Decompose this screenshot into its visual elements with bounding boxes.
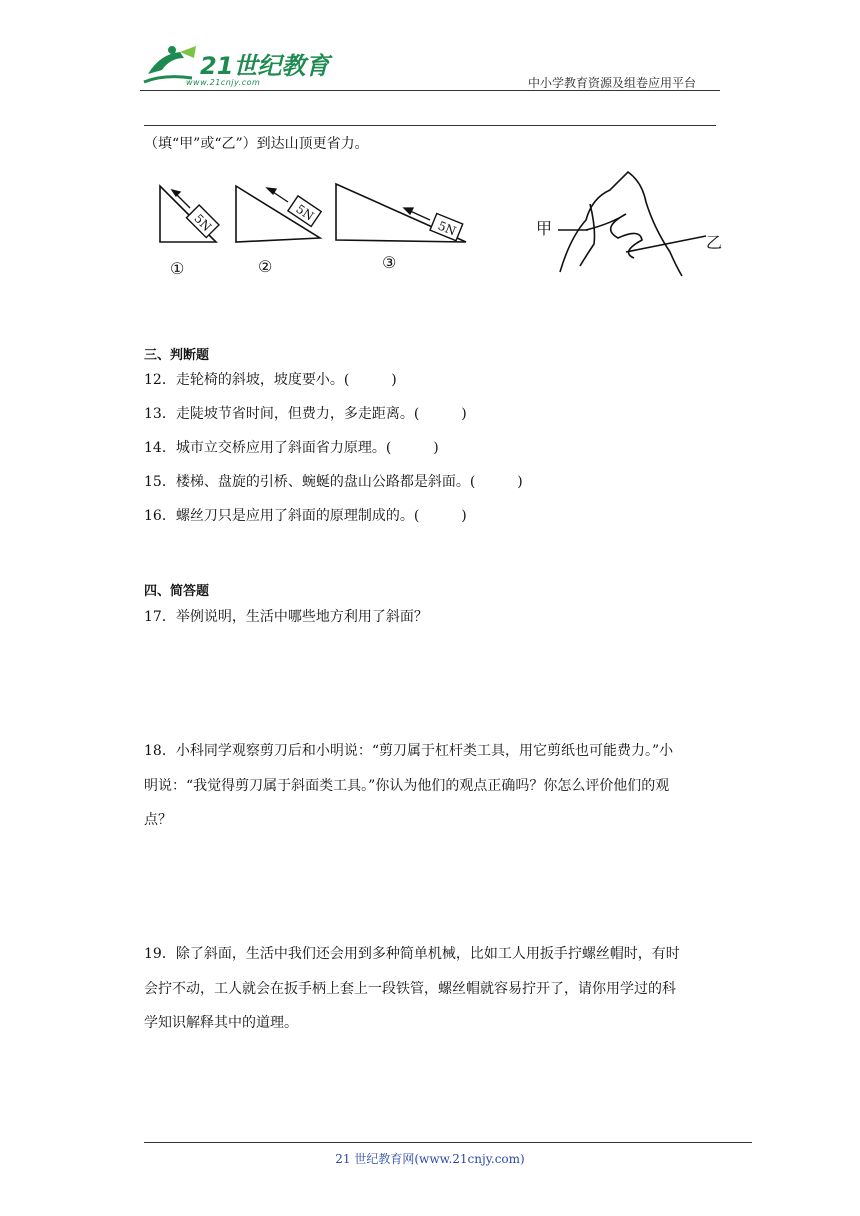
logo-text: 21世纪教育 (200, 52, 330, 80)
section4-title: 四、简答题 (144, 584, 210, 599)
path-yi (626, 236, 706, 252)
judge-item-12: 12．走轮椅的斜坡，坡度要小。( ) (144, 372, 397, 388)
force-label-3: 5N (435, 218, 459, 239)
question-19-line-1: 19．除了斜面，生活中我们还会用到多种简单机械，比如工人用扳手拧螺丝帽时，有时 (144, 946, 680, 962)
logo-url: www.21cnjy.com (186, 78, 261, 87)
platform-label: 中小学教育资源及组卷应用平台 (528, 76, 697, 90)
label-yi: 乙 (706, 233, 723, 252)
mountain-paths-figure (530, 168, 730, 280)
judge-item-16: 16．螺丝刀只是应用了斜面的原理制成的。( ) (144, 508, 467, 524)
mountain-left-ridge (580, 204, 595, 266)
caption-3: ③ (382, 253, 397, 272)
mountain-outline (560, 172, 682, 276)
footer-link[interactable]: 21 世纪教育网(www.21cnjy.com) (335, 1152, 525, 1166)
force-label-1: 5N (191, 211, 215, 235)
section3-title: 三、判断题 (144, 348, 210, 363)
question-18-line-2: 明说：“我觉得剪刀属于斜面类工具。”你认为他们的观点正确吗？你怎么评价他们的观 (144, 778, 670, 794)
site-logo (140, 44, 340, 92)
judge-item-14: 14．城市立交桥应用了斜面省力原理。( ) (144, 440, 439, 456)
force-label-2: 5N (293, 201, 317, 224)
inclined-planes-figure (150, 176, 480, 286)
footer-divider (144, 1142, 752, 1143)
question-19-line-2: 会拧不动，工人就会在扳手柄上套上一段铁管，螺丝帽就容易拧开了，请你用学过的科 (144, 981, 676, 997)
question-19-line-3: 学知识解释其中的道理。 (144, 1015, 298, 1031)
judge-item-13: 13．走陡坡节省时间，但费力，多走距离。( ) (144, 406, 467, 422)
question-fragment: （填“甲”或“乙”）到达山顶更省力。 (144, 136, 369, 152)
question-18-line-1: 18．小科同学观察剪刀后和小明说：“剪刀属于杠杆类工具，用它剪纸也可能费力。”小 (144, 743, 674, 759)
header-divider (140, 90, 720, 91)
content-top-divider (144, 125, 716, 126)
question-18-line-3: 点？ (144, 812, 172, 828)
judge-item-15: 15．楼梯、盘旋的引桥、蜿蜒的盘山公路都是斜面。( ) (144, 474, 523, 490)
caption-2: ② (258, 257, 273, 276)
label-jia: 甲 (536, 219, 553, 238)
caption-1: ① (170, 259, 185, 278)
question-17: 17．举例说明，生活中哪些地方利用了斜面？ (144, 609, 428, 625)
